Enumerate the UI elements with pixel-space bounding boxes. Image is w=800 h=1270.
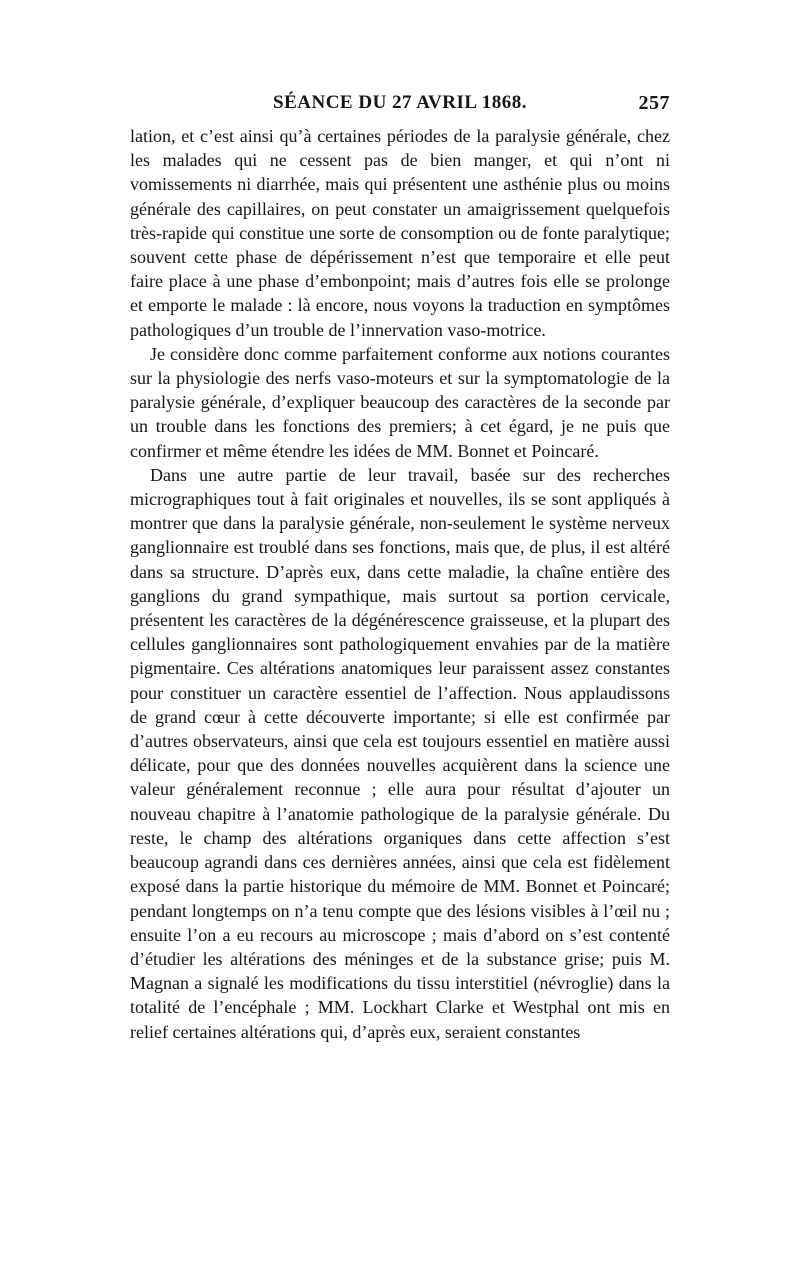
paragraph-continued: lation, et c’est ainsi qu’à certaines périodes de la paralysie générale, chez les malades qui ne cessent pas de bien manger, et qui n’ont ni vomissements ni diarrhée, mais qui présentent une asthénie plus ou moins générale des capillaires, on peut constater un amaigrissement quelquefois très-rapide qui constitue une sorte de consomption ou de fonte paralytique; souvent cette phase de dépérissement n’est que temporaire et elle peut faire place à une phase d’embonpoint; mais d’autres fois elle se prolonge et emporte le malade : là encore, nous voyons la traduction en symptômes pathologiques d’un trouble de l’innervation vaso-motrice. bbox=[130, 126, 670, 340]
running-title: SÉANCE DU 27 AVRIL 1868. bbox=[273, 92, 527, 113]
paragraph: Dans une autre partie de leur travail, basée sur des recherches micrographiques tout à fait originales et nouvelles, ils se sont appliqués à montrer que dans la paralysie générale, non-seulement le système nerveux ganglionnaire est troublé dans ses fonctions, mais que, de plus, il est altéré dans sa structure. D’après eux, dans cette maladie, la chaîne entière des ganglions du grand sympathique, mais surtout sa portion cervicale, présentent les caractères de la dégénérescence graisseuse, et la plupart des cellules ganglionnaires sont pathologiquement envahies par de la matière pigmentaire. Ces altérations anatomiques leur paraissent assez constantes pour constituer un caractère essentiel de l’affection. Nous applaudissons de grand cœur à cette découverte importante; si elle est confirmée par d’autres observateurs, ainsi que cela est toujours essentiel en matière aussi délicate, pour que des données nouvelles acquièrent dans la science une valeur généralement reconnue ; elle aura pour résultat d’ajouter un nouveau chapitre à l’anatomie pathologique de la paralysie générale. Du reste, le champ des altérations organiques dans cette affection s’est beaucoup agrandi dans ces dernières années, ainsi que cela est fidèlement exposé dans la partie historique du mémoire de MM. Bonnet et Poincaré; pendant longtemps on n’a tenu compte que des lésions visibles à l’œil nu ; ensuite l’on a eu recours au microscope ; mais d’abord on s’est contenté d’étudier les altérations des méninges et de la substance grise; puis M. Magnan a signalé les modifications du tissu interstitiel (névroglie) dans la totalité de l’encéphale ; MM. Lockhart Clarke et Westphal ont mis en relief certaines altérations qui, d’après eux, seraient constantes bbox=[130, 464, 670, 1042]
paragraph: Je considère donc comme parfaitement conforme aux notions courantes sur la physiologie des nerfs vaso-moteurs et sur la symptomatologie de la paralysie générale, d’expliquer beaucoup des caractères de la seconde par un trouble dans les fonctions des premiers; à cet égard, je ne puis que confirmer et même étendre les idées de MM. Bonnet et Poincaré. bbox=[130, 343, 670, 461]
page-number: 257 bbox=[638, 92, 670, 114]
running-head bbox=[130, 92, 670, 118]
body-text bbox=[130, 124, 670, 1044]
